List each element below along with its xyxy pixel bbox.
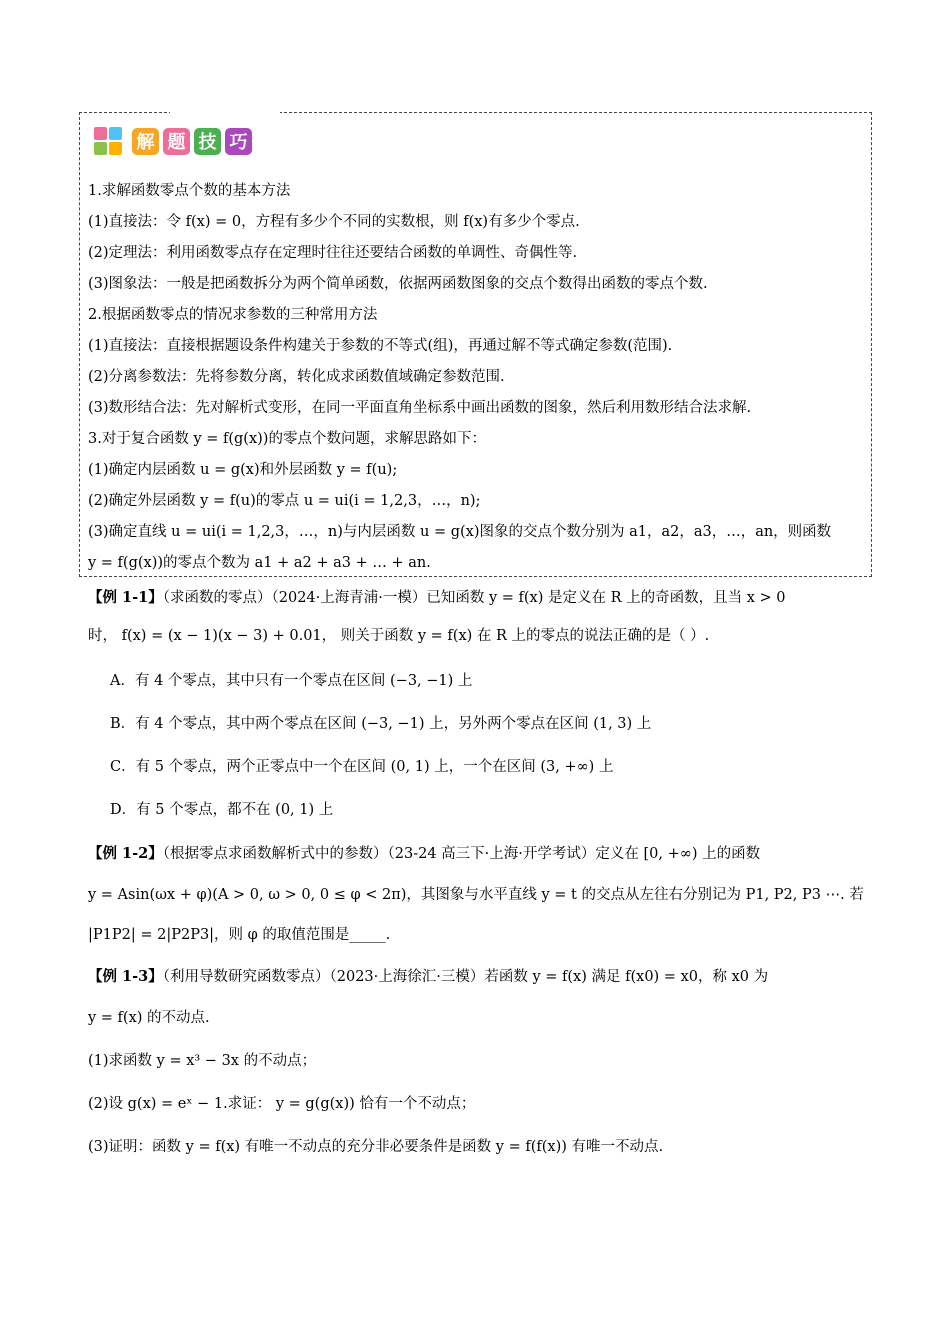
- example-2-stem: |P1P2| = 2|P2P3|，则 φ 的取值范围是_____.: [88, 927, 391, 943]
- tip-line: (1)直接法：令 f(x) = 0，方程有多少个不同的实数根，则 f(x)有多少个零点.: [88, 214, 580, 230]
- tip-heading: 2.根据函数零点的情况求参数的三种常用方法: [88, 307, 378, 323]
- tip-line: (1)直接法：直接根据题设条件构建关于参数的不等式(组)，再通过解不等式确定参数(范围).: [88, 338, 673, 354]
- puzzle-icon: [92, 124, 126, 158]
- example-1-stem: 【例 1-1】（求函数的零点）（2024·上海青浦·一模）已知函数 y = f(x) 是定义在 R 上的奇函数，且当 x > 0: [88, 589, 786, 606]
- option-b: B．有 4 个零点，其中两个零点在区间 (−3, −1) 上，另外两个零点在区间 (1, 3) 上: [110, 716, 652, 732]
- tip-line: (2)分离参数法：先将参数分离，转化成求函数值域确定参数范围.: [88, 369, 505, 385]
- option-d: D．有 5 个零点，都不在 (0, 1) 上: [110, 802, 334, 818]
- example-3-stem: y = f(x) 的不动点.: [88, 1010, 210, 1026]
- tip-line: (3)确定直线 u = ui(i = 1,2,3，…，n)与内层函数 u = g(x)图象的交点个数分别为 a1，a2，a3，…，an，则函数: [88, 524, 832, 540]
- tip-heading: 3.对于复合函数 y = f(g(x))的零点个数问题，求解思路如下：: [88, 431, 486, 447]
- tip-line: (3)图象法：一般是把函数拆分为两个简单函数，依据两函数图象的交点个数得出函数的零点个数.: [88, 276, 708, 292]
- badge-char: 解: [132, 128, 159, 155]
- question-2: (2)设 g(x) = eˣ − 1.求证： y = g(g(x)) 恰有一个不动点；: [88, 1096, 476, 1112]
- tips-badge: [92, 124, 256, 158]
- tip-line: (2)确定外层函数 y = f(u)的零点 u = ui(i = 1,2,3，…，n);: [88, 493, 481, 509]
- tip-line: y = f(g(x))的零点个数为 a1 + a2 + a3 + … + an.: [88, 555, 431, 571]
- example-2-stem: 【例 1-2】（根据零点求函数解析式中的参数）（23-24 高三下·上海·开学考试）定义在 [0, +∞) 上的函数: [88, 845, 761, 862]
- option-c: C．有 5 个零点，两个正零点中一个在区间 (0, 1) 上，一个在区间 (3, +∞) 上: [110, 759, 614, 775]
- question-3: (3)证明：函数 y = f(x) 有唯一不动点的充分非必要条件是函数 y = f(f(x)) 有唯一不动点.: [88, 1139, 664, 1155]
- badge-char: 巧: [225, 128, 252, 155]
- example-1-stem: 时， f(x) = (x − 1)(x − 3) + 0.01， 则关于函数 y = f(x) 在 R 上的零点的说法正确的是（ ）.: [88, 628, 710, 644]
- example-2-stem: y = Asin(ωx + φ)(A > 0, ω > 0, 0 ≤ φ < 2π)，其图象与水平直线 y = t 的交点从左往右分别记为 P1, P2, P3 ⋯. 若: [88, 887, 864, 903]
- question-1: (1)求函数 y = x³ − 3x 的不动点；: [88, 1053, 317, 1069]
- badge-char: 题: [163, 128, 190, 155]
- tip-line: (3)数形结合法：先对解析式变形，在同一平面直角坐标系中画出函数的图象，然后利用数形结合法求解.: [88, 400, 752, 416]
- tip-line: (2)定理法：利用函数零点存在定理时往往还要结合函数的单调性、奇偶性等.: [88, 245, 578, 261]
- option-a: A．有 4 个零点，其中只有一个零点在区间 (−3, −1) 上: [110, 673, 473, 689]
- badge-char: 技: [194, 128, 221, 155]
- tip-heading: 1.求解函数零点个数的基本方法: [88, 183, 291, 199]
- example-3-stem: 【例 1-3】（利用导数研究函数零点）（2023·上海徐汇·三模）若函数 y = f(x) 满足 f(x0) = x0，称 x0 为: [88, 968, 769, 985]
- tip-line: (1)确定内层函数 u = g(x)和外层函数 y = f(u);: [88, 462, 398, 478]
